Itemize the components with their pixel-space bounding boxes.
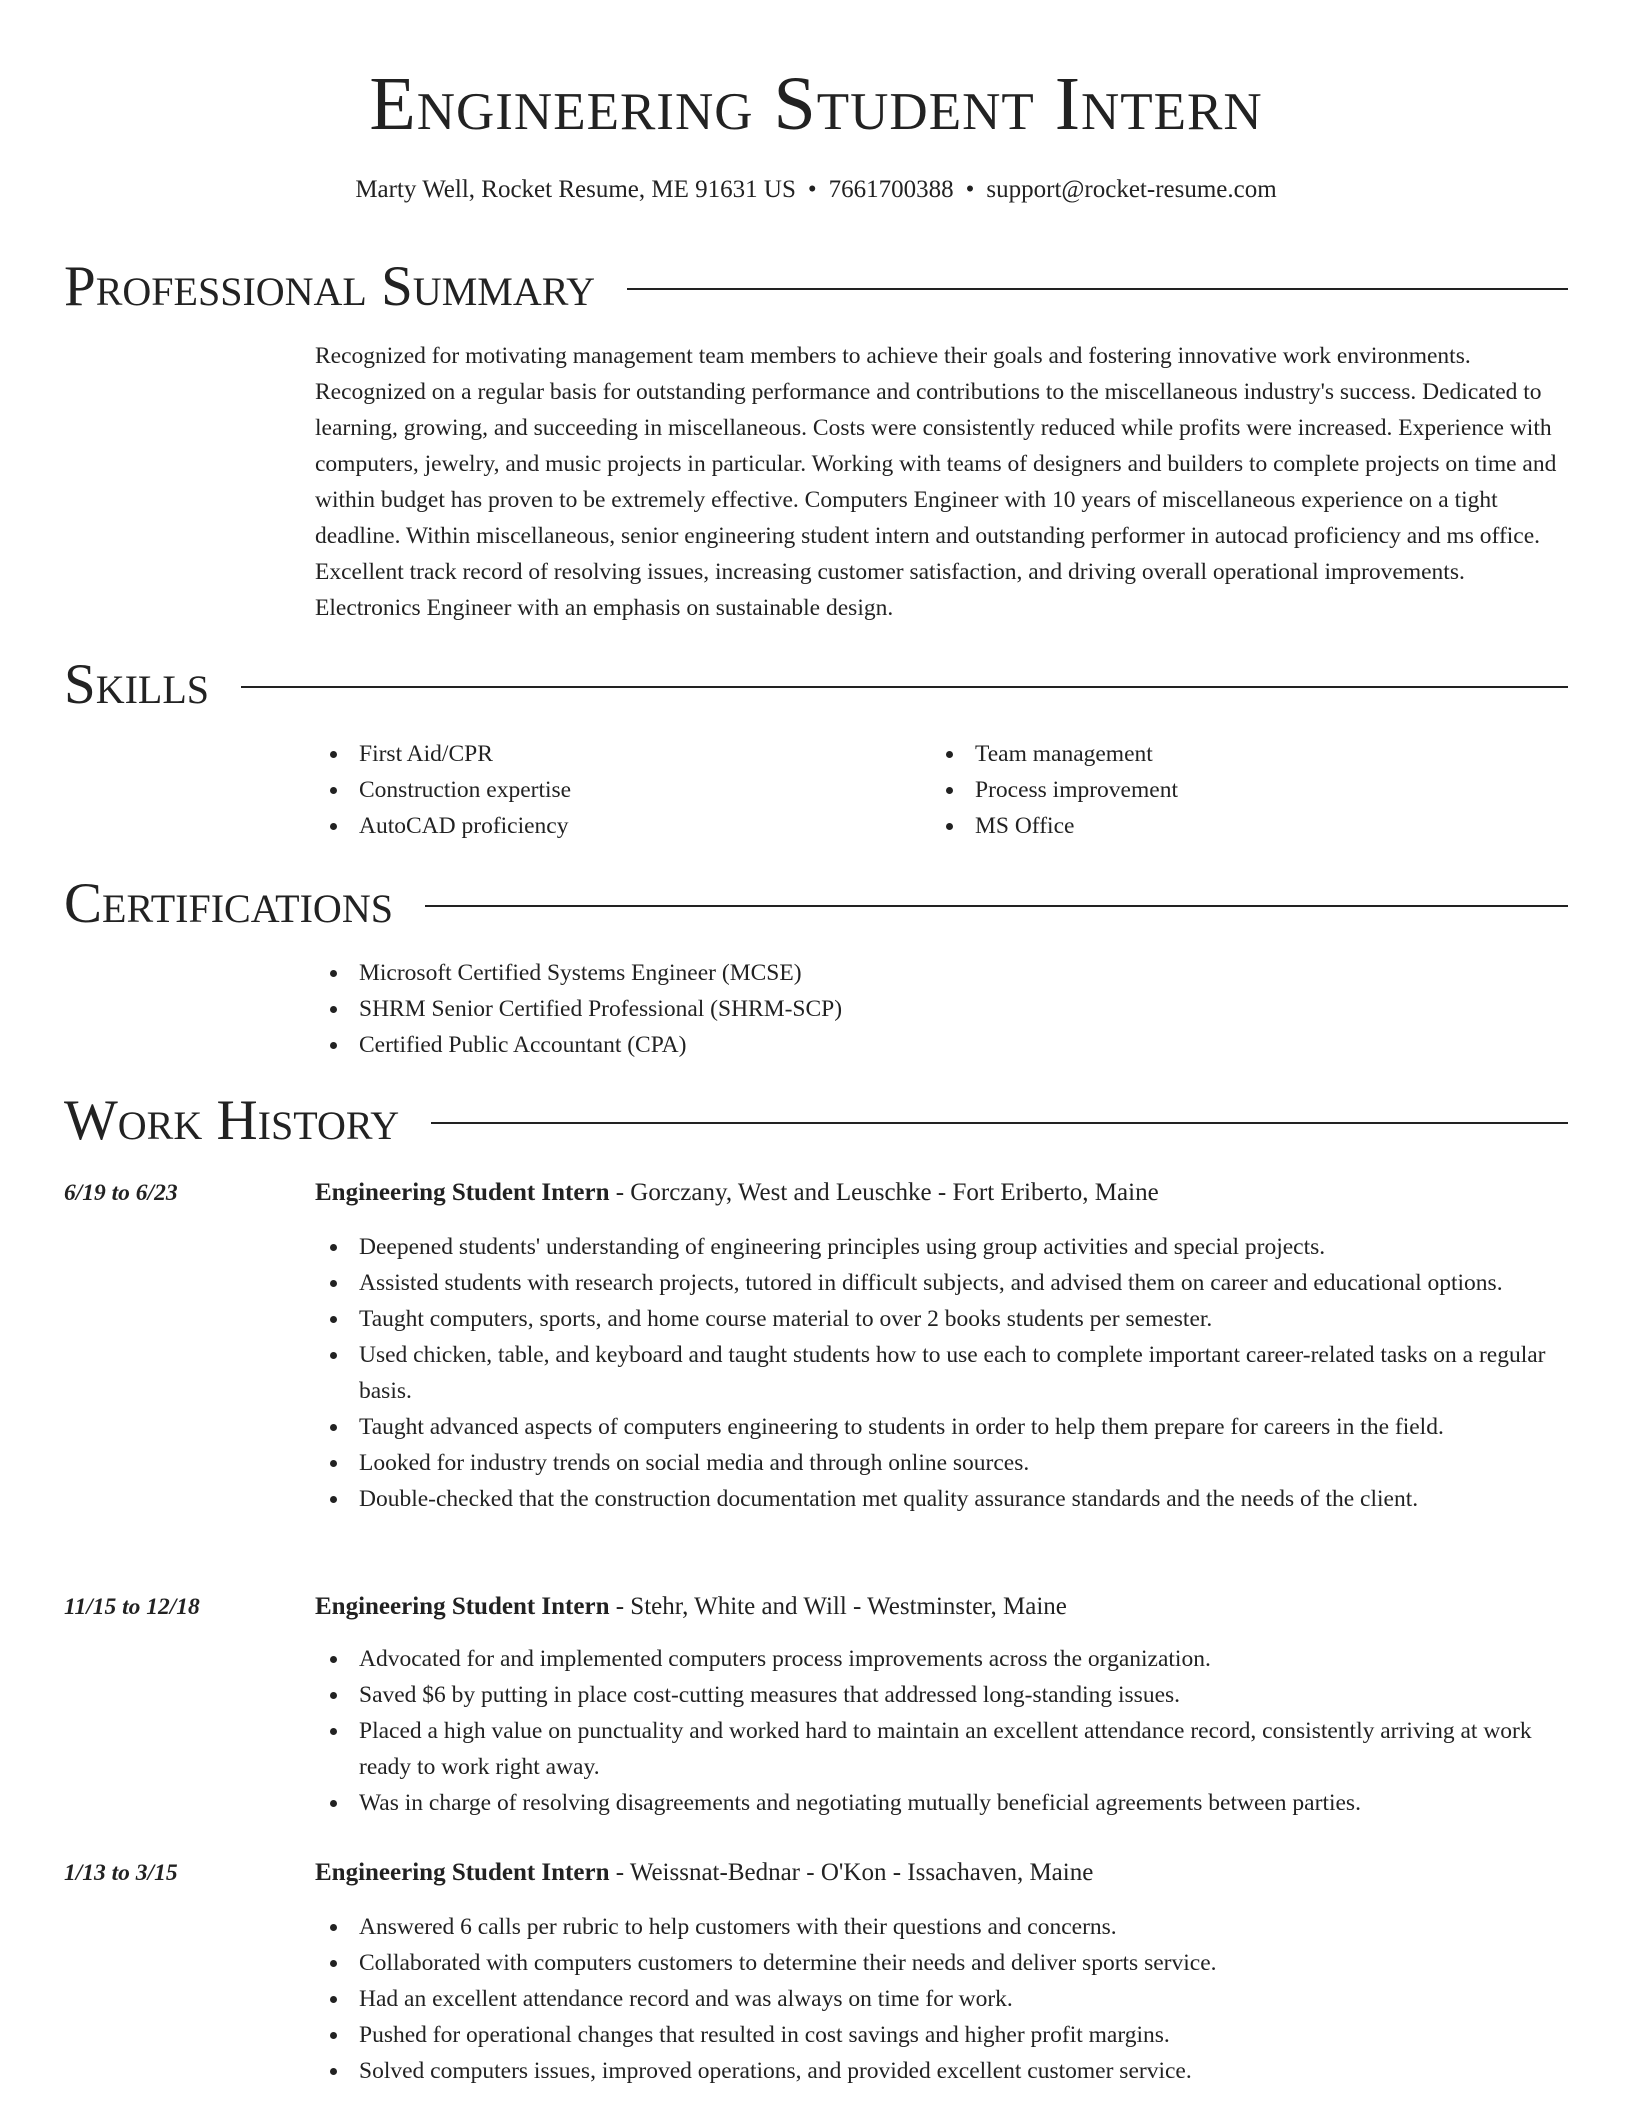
job-title: Engineering Student Intern <box>315 1593 610 1620</box>
job-bullet: Solved computers issues, improved operations, and provided excellent customer service. <box>315 2053 1570 2089</box>
job-dates: 1/13 to 3/15 <box>64 1860 178 1886</box>
section-header-summary <box>64 252 1568 322</box>
certification-item: SHRM Senior Certified Professional (SHRM-SCP) <box>315 991 1515 1027</box>
job-dates: 11/15 to 12/18 <box>64 1594 200 1620</box>
job-bullets <box>315 1909 1570 2089</box>
skills-list-right <box>931 736 1531 844</box>
certifications-block <box>315 955 1515 1063</box>
job-bullet: Double-checked that the construction documentation met quality assurance standards and the needs of the client. <box>315 1481 1570 1517</box>
job-bullet: Was in charge of resolving disagreements and negotiating mutually beneficial agreements between parties. <box>315 1785 1570 1821</box>
job-title-line <box>315 1855 1570 1891</box>
skill-item: Team management <box>931 736 1531 772</box>
skill-item: Process improvement <box>931 772 1531 808</box>
job-bullet: Collaborated with computers customers to determine their needs and deliver sports service. <box>315 1945 1570 1981</box>
job-bullet: Placed a high value on punctuality and worked hard to maintain an excellent attendance record, consistently arriving at work ready to work right away. <box>315 1713 1570 1785</box>
resume-title: Engineering Student Intern <box>369 62 1263 146</box>
job-employer-location: - Gorczany, West and Leuschke - Fort Eriberto, Maine <box>609 1179 1159 1206</box>
contact-phone: 7661700388 <box>828 176 954 203</box>
section-title-work-history: Work History <box>64 1089 400 1152</box>
job-title: Engineering Student Intern <box>315 1859 610 1886</box>
job-bullet-list <box>315 1229 1570 1517</box>
section-divider <box>431 1122 1568 1124</box>
job-bullets <box>315 1641 1570 1821</box>
job-bullet: Saved $6 by putting in place cost-cutting measures that addressed long-standing issues. <box>315 1677 1570 1713</box>
summary-text-block <box>315 338 1570 626</box>
certification-item: Certified Public Accountant (CPA) <box>315 1027 1515 1063</box>
job-bullet: Used chicken, table, and keyboard and taught students how to use each to complete important career-related tasks on a regular basis. <box>315 1337 1570 1409</box>
skills-column-right <box>931 736 1531 844</box>
job-dates: 6/19 to 6/23 <box>64 1180 178 1206</box>
job-employer-location: - Stehr, White and Will - Westminster, Maine <box>609 1593 1067 1620</box>
job-title-line <box>315 1589 1570 1625</box>
contact-separator: • <box>965 176 975 203</box>
contact-separator: • <box>807 176 817 203</box>
job-bullet: Assisted students with research projects, tutored in difficult subjects, and advised them on career and educational options. <box>315 1265 1570 1301</box>
job-bullet: Looked for industry trends on social media and through online sources. <box>315 1445 1570 1481</box>
section-title-certifications: Certifications <box>64 872 393 935</box>
skill-item: MS Office <box>931 808 1531 844</box>
job-bullet-list <box>315 1909 1570 2089</box>
certifications-list <box>315 955 1515 1063</box>
skill-item: Construction expertise <box>315 772 915 808</box>
section-title-summary: Professional Summary <box>64 255 596 318</box>
contact-line <box>0 172 1632 208</box>
skill-item: AutoCAD proficiency <box>315 808 915 844</box>
contact-address: Marty Well, Rocket Resume, ME 91631 US <box>355 176 796 203</box>
job-bullet: Taught advanced aspects of computers engineering to students in order to help them prepare for careers in the field. <box>315 1409 1570 1445</box>
section-header-skills <box>64 650 1568 720</box>
job-bullet: Deepened students' understanding of engineering principles using group activities and special projects. <box>315 1229 1570 1265</box>
skills-list-left <box>315 736 915 844</box>
job-employer-location: - Weissnat-Bednar - O'Kon - Issachaven, Maine <box>609 1859 1094 1886</box>
section-divider <box>425 905 1568 907</box>
job-bullet: Taught computers, sports, and home course material to over 2 books students per semester. <box>315 1301 1570 1337</box>
job-bullet: Had an excellent attendance record and was always on time for work. <box>315 1981 1570 2017</box>
job-title-line <box>315 1175 1570 1211</box>
job-bullet-list <box>315 1641 1570 1821</box>
section-divider <box>627 288 1568 290</box>
certification-item: Microsoft Certified Systems Engineer (MCSE) <box>315 955 1515 991</box>
job-bullets <box>315 1229 1570 1517</box>
contact-email: support@rocket-resume.com <box>986 176 1277 203</box>
section-header-work-history <box>64 1086 1568 1156</box>
job-title: Engineering Student Intern <box>315 1179 610 1206</box>
section-divider <box>241 686 1568 688</box>
summary-paragraph: Recognized for motivating management team members to achieve their goals and fostering innovative work environments. Recognized on a regular basis for outstanding performance and contributions to the miscellaneous industry's success. Dedicated to learning, growing, and succeeding in miscellaneous. Costs were consistently reduced while profits were increased. Experience with computers, jewelry, and music projects in particular. Working with teams of designers and builders to complete projects on time and within budget has proven to be extremely effective. Computers Engineer with 10 years of miscellaneous experience on a tight deadline. Within miscellaneous, senior engineering student intern and outstanding performer in autocad proficiency and ms office. Excellent track record of resolving issues, increasing customer satisfaction, and driving overall operational improvements. Electronics Engineer with an emphasis on sustainable design. <box>315 343 1557 621</box>
skill-item: First Aid/CPR <box>315 736 915 772</box>
skills-column-left <box>315 736 915 844</box>
job-bullet: Advocated for and implemented computers process improvements across the organization. <box>315 1641 1570 1677</box>
job-bullet: Pushed for operational changes that resulted in cost savings and higher profit margins. <box>315 2017 1570 2053</box>
job-bullet: Answered 6 calls per rubric to help customers with their questions and concerns. <box>315 1909 1570 1945</box>
section-title-skills: Skills <box>64 653 210 716</box>
section-header-certifications <box>64 869 1568 939</box>
